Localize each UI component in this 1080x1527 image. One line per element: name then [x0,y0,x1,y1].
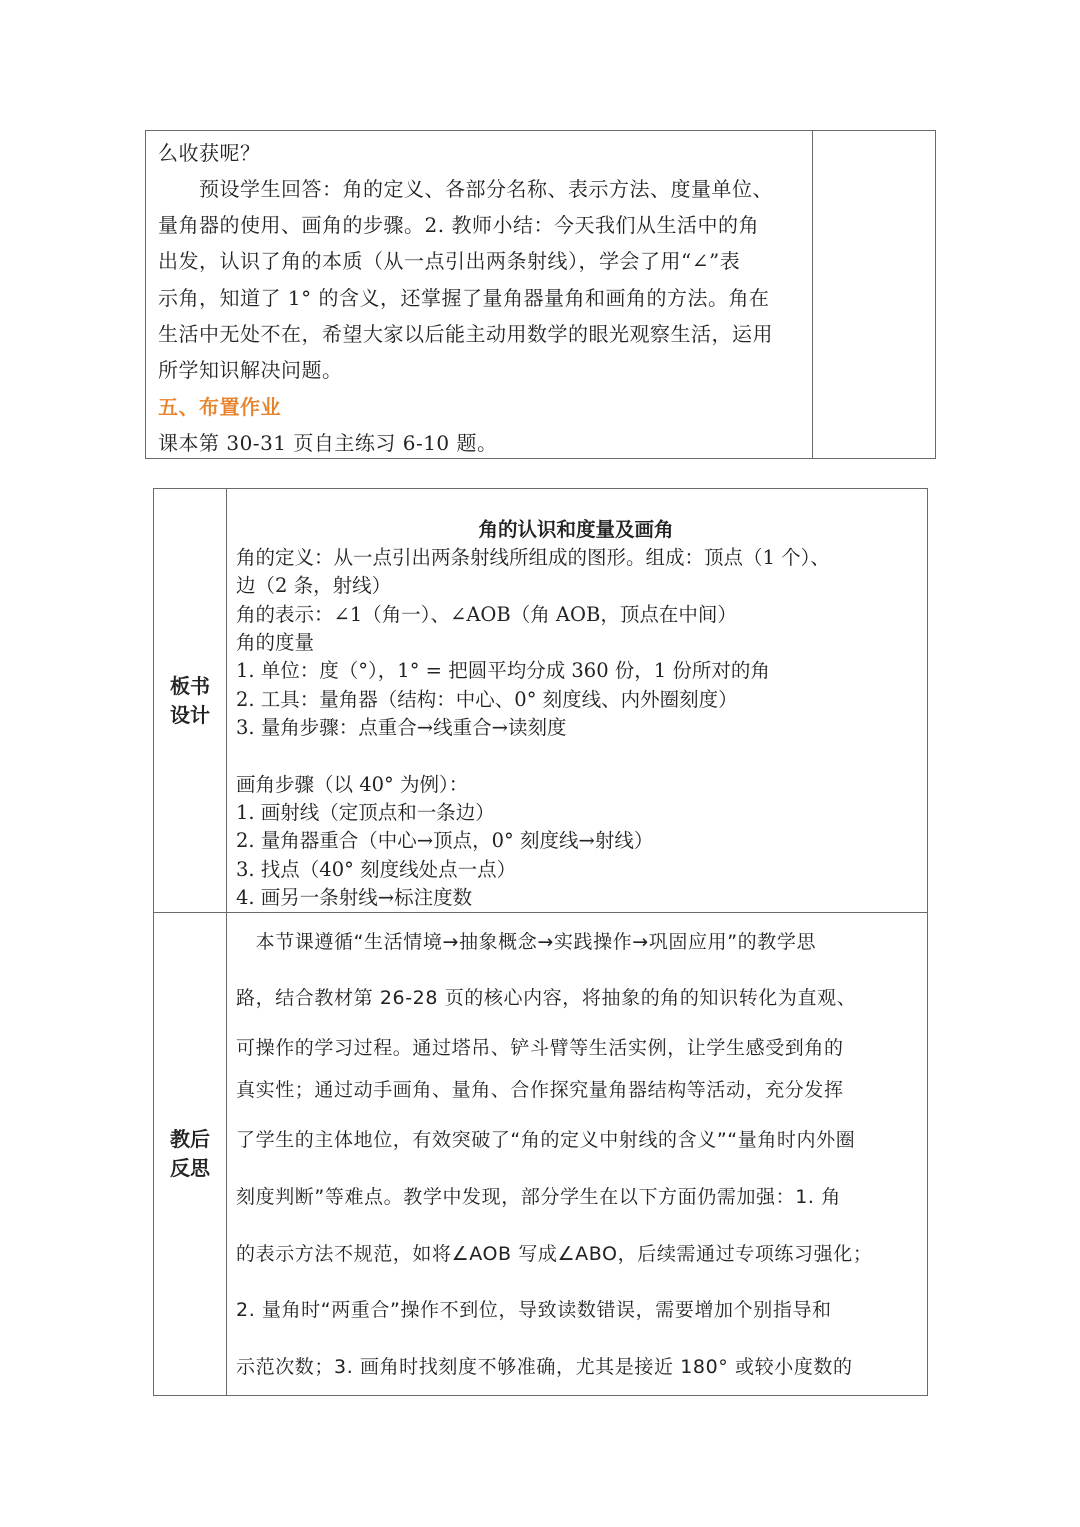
reflection-label-line: 教后 [170,1127,210,1151]
board-line: 角的定义：从一点引出两条射线所组成的图形。组成：顶点（1 个）、 [236,546,830,569]
reflection-line: 了学生的主体地位，有效突破了“角的定义中射线的含义”“量角时内外圈 [236,1129,856,1151]
board-line: 3. 找点（40° 刻度线处点一点） [236,858,517,881]
lesson-line: 示角，知道了 1° 的含义，还掌握了量角器量角和画角的方法。角在 [158,286,770,310]
reflection-label [154,1125,226,1183]
section-heading-homework: 五、布置作业 [158,395,281,419]
reflection-line: 真实性；通过动手画角、量角、合作探究量角器结构等活动，充分发挥 [236,1079,844,1101]
lesson-line: 所学知识解决问题。 [158,358,343,382]
board-line: 4. 画另一条射线→标注度数 [236,886,473,909]
board-line: 画角步骤（以 40° 为例）： [236,773,469,796]
reflection-line: 路，结合教材第 26-28 页的核心内容，将抽象的角的知识转化为直观、 [236,987,857,1009]
board-line: 边（2 条，射线） [236,574,392,597]
lesson-line: 量角器的使用、画角的步骤。2. 教师小结：今天我们从生活中的角 [158,213,759,237]
reflection-line: 刻度判断”等难点。教学中发现，部分学生在以下方面仍需加强：1. 角 [236,1186,841,1208]
reflection-line: 的表示方法不规范，如将∠AOB 写成∠ABO，后续需通过专项练习强化； [236,1243,873,1265]
reflection-line: 本节课遵循“生活情境→抽象概念→实践操作→巩固应用”的教学思 [236,931,817,953]
lesson-line: 生活中无处不在，希望大家以后能主动用数学的眼光观察生活，运用 [158,322,773,346]
board-design-label-line: 设计 [170,703,210,727]
board-design-label-line: 板书 [170,674,210,698]
lesson-line: 预设学生回答：角的定义、各部分名称、表示方法、度量单位、 [158,177,773,201]
board-line: 1. 画射线（定顶点和一条边） [236,801,495,824]
lesson-line: 出发，认识了角的本质（从一点引出两条射线），学会了用“∠”表 [158,249,741,273]
table2-column-divider [226,488,227,1396]
board-design-label [154,672,226,730]
reflection-line: 可操作的学习过程。通过塔吊、铲斗臂等生活实例，让学生感受到角的 [236,1037,844,1059]
board-line: 1. 单位：度（°），1° = 把圆平均分成 360 份，1 份所对的角 [236,659,770,682]
reflection-label-line: 反思 [170,1156,210,1180]
board-line: 3. 量角步骤：点重合→线重合→读刻度 [236,716,567,739]
lesson-line: 么收获呢？ [158,141,261,165]
board-line: 2. 工具：量角器（结构：中心、0° 刻度线、内外圈刻度） [236,688,738,711]
board-line: 2. 量角器重合（中心→顶点，0° 刻度线→射线） [236,829,654,852]
reflection-line: 2. 量角时“两重合”操作不到位，导致读数错误，需要增加个别指导和 [236,1299,832,1321]
homework-text: 课本第 30-31 页自主练习 6-10 题。 [158,431,498,455]
board-line: 角的度量 [236,631,315,654]
reflection-line: 示范次数；3. 画角时找刻度不够准确，尤其是接近 180° 或较小度数的 [236,1356,853,1378]
board-line: 角的表示：∠1（角一）、∠AOB（角 AOB，顶点在中间） [236,603,737,626]
table1-column-divider [812,130,813,459]
board-title: 角的认识和度量及画角 [478,518,674,541]
